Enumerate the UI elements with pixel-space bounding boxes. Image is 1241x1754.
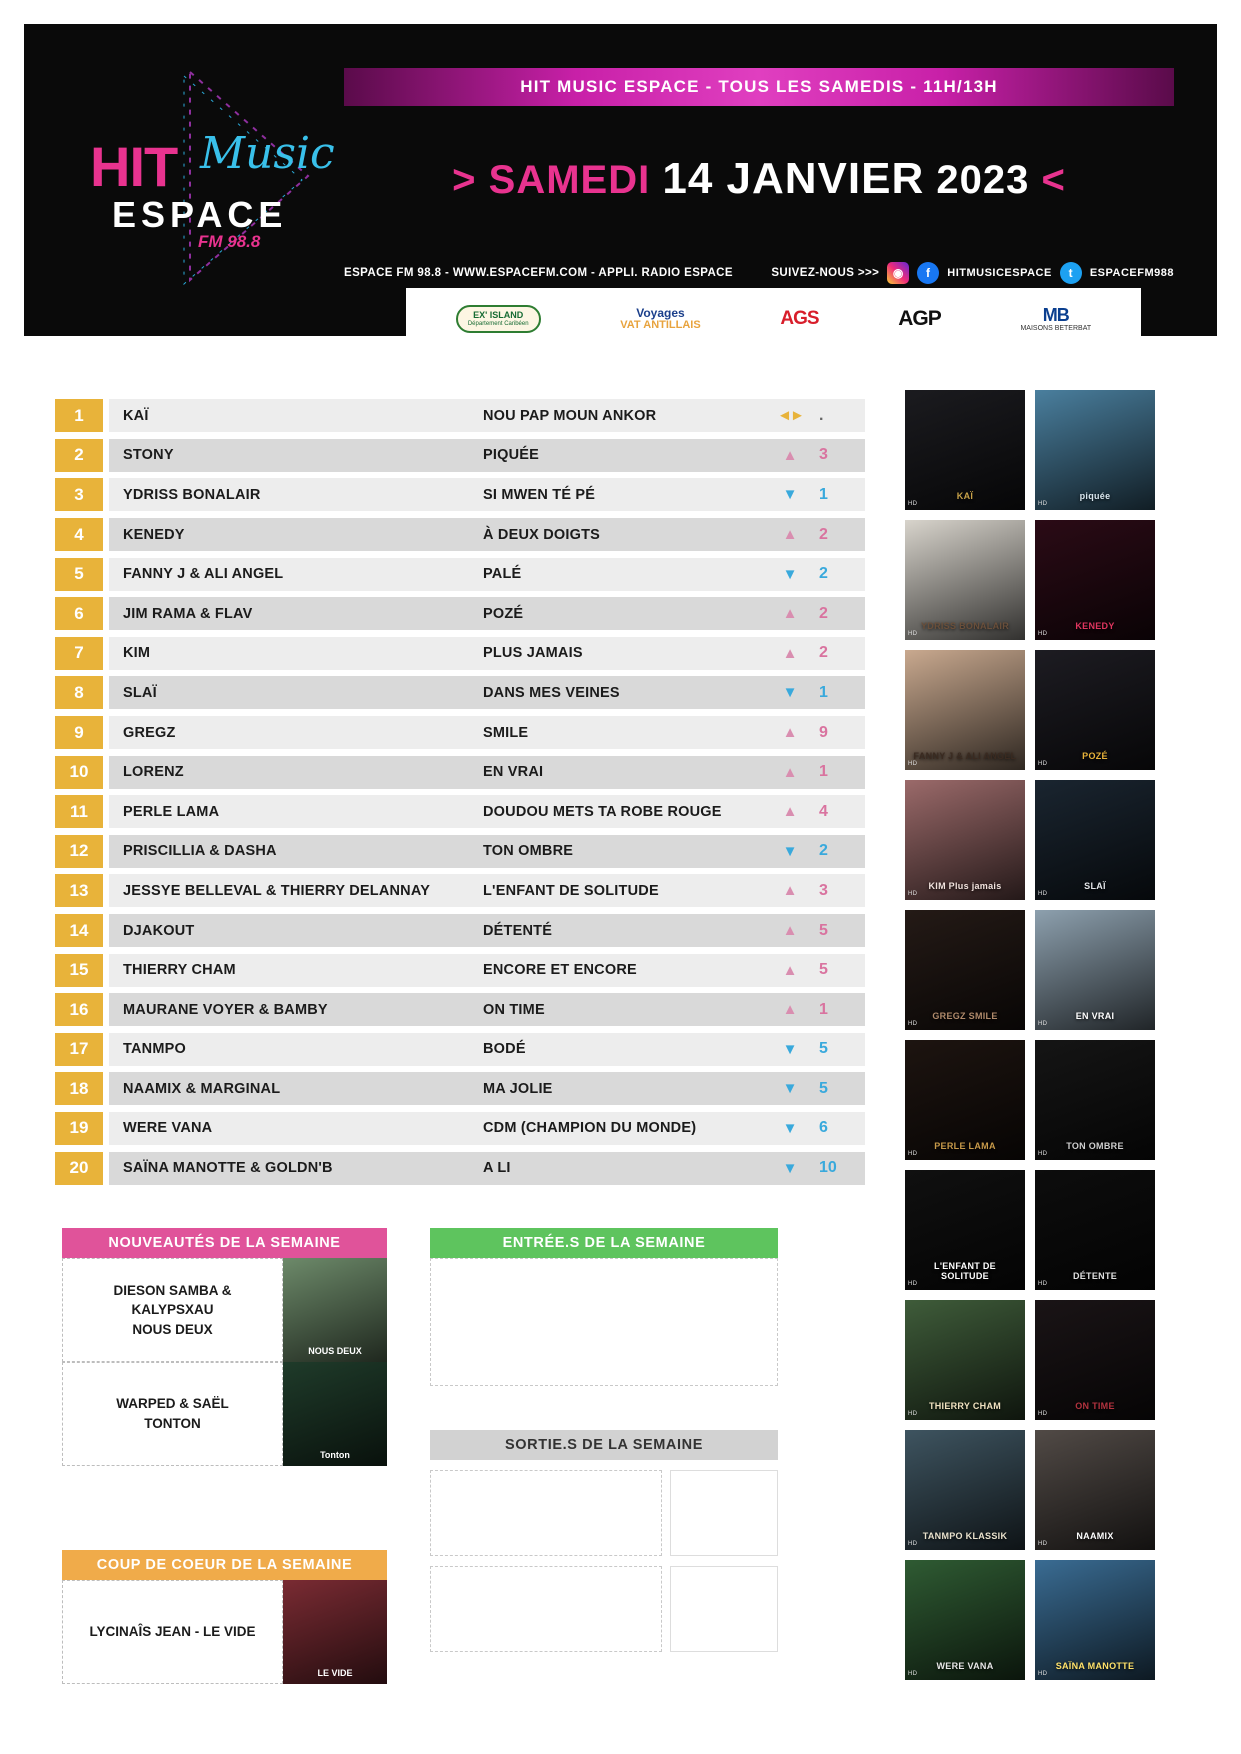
hd-badge: HD — [1038, 1021, 1048, 1028]
logo-music-text: Music — [200, 128, 335, 179]
hd-badge: HD — [908, 501, 918, 508]
album-cover — [905, 650, 1025, 770]
chart-artist: KENEDY — [123, 526, 185, 543]
album-cover-label: piquée — [1079, 491, 1111, 502]
chart-title: SI MWEN TÉ PÉ — [483, 486, 596, 503]
date-value: 14 JANVIER — [662, 154, 925, 203]
panel-item-cover — [283, 1258, 387, 1362]
chart-delta: 4 — [819, 802, 828, 820]
album-cover — [1035, 520, 1155, 640]
chart-title: DÉTENTÉ — [483, 922, 553, 939]
chart-title: A LI — [483, 1160, 511, 1177]
chart-delta: 5 — [819, 1079, 828, 1097]
chart-row — [55, 396, 865, 436]
chart-rank: 4 — [55, 518, 103, 551]
album-cover-label: DÉTENTE — [1072, 1271, 1118, 1282]
album-cover — [905, 390, 1025, 510]
chart-delta: 5 — [819, 921, 828, 939]
album-cover-label: EN VRAI — [1075, 1011, 1115, 1022]
chart-rank: 12 — [55, 835, 103, 868]
logo-hit-text: HIT — [90, 135, 178, 198]
panel-item-cover — [283, 1580, 387, 1684]
chart-row — [55, 752, 865, 792]
panel-item-cover-label: NOUS DEUX — [308, 1346, 362, 1356]
trend-same-icon: ◄► — [777, 407, 803, 425]
album-cover-label: FANNY J & ALI ANGEL — [913, 751, 1017, 762]
chart-rank: 8 — [55, 676, 103, 709]
chart-rank: 11 — [55, 795, 103, 828]
chart-rank: 9 — [55, 716, 103, 749]
chart-row — [55, 871, 865, 911]
chart-artist: THIERRY CHAM — [123, 962, 236, 979]
chart-row — [55, 1109, 865, 1149]
album-cover — [1035, 1040, 1155, 1160]
chart-rank: 6 — [55, 597, 103, 630]
album-cover-label: PERLE LAMA — [934, 1141, 996, 1152]
panel-item-artist: WARPED & SAËL — [116, 1396, 229, 1412]
chart-row — [55, 713, 865, 753]
album-cover — [1035, 780, 1155, 900]
sponsor-maisons-beterbat: MB MAISONS BETERBAT — [1020, 304, 1092, 332]
chart-delta: 2 — [819, 644, 828, 662]
sorties-row-1 — [430, 1470, 778, 1556]
chart-rank: 20 — [55, 1152, 103, 1185]
trend-up-icon: ▲ — [782, 882, 798, 900]
chart-title: À DEUX DOIGTS — [483, 526, 600, 543]
album-cover-label: SAÏNA MANOTTE — [1055, 1661, 1135, 1672]
chart-delta: . — [819, 406, 822, 424]
chart-artist: KAÏ — [123, 407, 149, 424]
chart-title: BODÉ — [483, 1041, 526, 1058]
chart-artist: PRISCILLIA & DASHA — [123, 843, 277, 860]
panel-item-title: TONTON — [144, 1416, 201, 1431]
chart-row — [55, 1148, 865, 1188]
trend-down-icon: ▼ — [782, 1080, 798, 1098]
trend-down-icon: ▼ — [782, 1040, 798, 1058]
hd-badge: HD — [1038, 501, 1048, 508]
hd-badge: HD — [1038, 1411, 1048, 1418]
chart-row — [55, 673, 865, 713]
album-cover — [905, 1430, 1025, 1550]
album-cover-label: KENEDY — [1075, 621, 1115, 632]
logo-espace-text: ESPACE — [112, 194, 288, 235]
chart-delta: 9 — [819, 723, 828, 741]
album-cover — [905, 1040, 1025, 1160]
album-cover — [1035, 1300, 1155, 1420]
sorties-empty-cell — [430, 1470, 662, 1556]
chart-title: ON TIME — [483, 1001, 545, 1018]
album-cover — [1035, 1430, 1155, 1550]
panel-entrees-title: ENTRÉE.S DE LA SEMAINE — [430, 1228, 778, 1258]
sorties-cover-placeholder — [670, 1470, 778, 1556]
chart-artist: GREGZ — [123, 724, 176, 741]
panel-sorties — [430, 1430, 778, 1652]
panel-entrees — [430, 1228, 778, 1386]
chart-artist: JIM RAMA & FLAV — [123, 605, 253, 622]
nouveautes-item-list — [62, 1258, 387, 1466]
sorties-empty-cell — [430, 1566, 662, 1652]
trend-up-icon: ▲ — [782, 961, 798, 979]
chart-delta: 2 — [819, 604, 828, 622]
album-cover-label: TANMPO KLASSIK — [922, 1531, 1008, 1542]
album-cover-label: KIM Plus jamais — [928, 881, 1002, 892]
twitter-handle[interactable]: ESPACEFM988 — [1089, 267, 1174, 279]
sponsor-agp: AGP — [898, 306, 941, 330]
album-cover — [1035, 390, 1155, 510]
chart-row — [55, 990, 865, 1030]
chart-artist: SAÏNA MANOTTE & GOLDN'B — [123, 1160, 333, 1177]
album-cover-label: GREGZ SMILE — [932, 1011, 998, 1022]
hd-badge: HD — [908, 761, 918, 768]
panel-item-cover — [283, 1362, 387, 1466]
hd-badge: HD — [908, 631, 918, 638]
album-cover-label: ON TIME — [1075, 1401, 1115, 1412]
chart-title: L'ENFANT DE SOLITUDE — [483, 882, 659, 899]
hd-badge: HD — [1038, 1541, 1048, 1548]
chart-rank: 18 — [55, 1072, 103, 1105]
sorties-row-2 — [430, 1566, 778, 1652]
album-cover — [905, 910, 1025, 1030]
chart-rank: 10 — [55, 756, 103, 789]
chart-row — [55, 554, 865, 594]
chart-delta: 10 — [819, 1159, 837, 1177]
chart-title: SMILE — [483, 724, 529, 741]
trend-down-icon: ▼ — [782, 684, 798, 702]
album-cover — [905, 520, 1025, 640]
hd-badge: HD — [1038, 761, 1048, 768]
chart-artist: JESSYE BELLEVAL & THIERRY DELANNAY — [123, 882, 431, 899]
chart-artist: TANMPO — [123, 1041, 186, 1058]
chart-title: PIQUÉE — [483, 447, 539, 464]
chart-rank: 17 — [55, 1033, 103, 1066]
chart-delta: 1 — [819, 485, 828, 503]
panel-sorties-title: SORTIE.S DE LA SEMAINE — [430, 1430, 778, 1460]
chart-row — [55, 634, 865, 674]
hd-badge: HD — [908, 1281, 918, 1288]
album-cover — [1035, 910, 1155, 1030]
album-cover-label: THIERRY CHAM — [928, 1401, 1002, 1412]
chart-delta: 1 — [819, 1000, 828, 1018]
chart-delta: 3 — [819, 446, 828, 464]
chart-delta: 1 — [819, 683, 828, 701]
trend-up-icon: ▲ — [782, 803, 798, 821]
hd-badge: HD — [908, 1671, 918, 1678]
chart-title: NOU PAP MOUN ANKOR — [483, 407, 657, 424]
broadcast-date — [344, 154, 1174, 204]
top20-chart-list — [55, 396, 865, 1188]
panel-item-artist: LYCINAÎS JEAN - LE VIDE — [89, 1624, 256, 1640]
chart-rank: 13 — [55, 874, 103, 907]
header-contact-bar — [344, 262, 1174, 284]
hd-badge: HD — [1038, 1151, 1048, 1158]
hd-badge: HD — [908, 1541, 918, 1548]
album-cover — [1035, 1170, 1155, 1290]
chart-artist: DJAKOUT — [123, 922, 195, 939]
trend-up-icon: ▲ — [782, 922, 798, 940]
entrees-empty-area — [430, 1258, 778, 1386]
chart-title: MA JOLIE — [483, 1080, 553, 1097]
chart-rank: 1 — [55, 399, 103, 432]
album-cover — [1035, 1560, 1155, 1680]
hd-badge: HD — [1038, 1671, 1048, 1678]
album-cover-label: YDRISS BONALAIR — [920, 621, 1009, 632]
header-banner: HIT MUSIC ESPACE - TOUS LES SAMEDIS - 11H/13H — [344, 68, 1174, 106]
album-cover — [1035, 650, 1155, 770]
station-info: ESPACE FM 98.8 - WWW.ESPACEFM.COM - APPLI. RADIO ESPACE — [344, 267, 733, 279]
chart-row — [55, 911, 865, 951]
hd-badge: HD — [908, 1021, 918, 1028]
hit-music-espace-logo — [72, 54, 334, 294]
chart-delta: 1 — [819, 763, 828, 781]
trend-down-icon: ▼ — [782, 842, 798, 860]
album-cover — [905, 780, 1025, 900]
hd-badge: HD — [1038, 631, 1048, 638]
chart-artist: MAURANE VOYER & BAMBY — [123, 1001, 328, 1018]
panel-item-artist: DIESON SAMBA & KALYPSXAU — [113, 1282, 232, 1318]
chart-artist: KIM — [123, 645, 151, 662]
album-cover-label: POZÉ — [1082, 751, 1108, 762]
panel-item — [62, 1258, 387, 1362]
trend-up-icon: ▲ — [782, 526, 798, 544]
trend-up-icon: ▲ — [782, 1001, 798, 1019]
chart-artist: WERE VANA — [123, 1120, 213, 1137]
chart-rank: 5 — [55, 558, 103, 591]
chart-delta: 5 — [819, 1040, 828, 1058]
chart-artist: STONY — [123, 447, 174, 464]
sponsor-ex-island: EX' ISLAND Département Caribéen — [456, 305, 541, 333]
chart-row — [55, 950, 865, 990]
instagram-handle[interactable]: HITMUSICESPACE — [947, 267, 1052, 279]
chart-delta: 3 — [819, 881, 828, 899]
panel-item-title: NOUS DEUX — [132, 1321, 213, 1337]
trend-up-icon: ▲ — [782, 644, 798, 662]
panel-coup-de-coeur-title: COUP DE COEUR DE LA SEMAINE — [62, 1550, 387, 1580]
page-header — [24, 24, 1217, 336]
chart-title: CDM (CHAMPION DU MONDE) — [483, 1120, 697, 1137]
chart-title: POZÉ — [483, 605, 524, 622]
sponsor-vat-antillais: Voyages VAT ANTILLAIS — [620, 305, 701, 331]
trend-down-icon: ▼ — [782, 1159, 798, 1177]
chart-title: PALÉ — [483, 566, 522, 583]
date-suffix: < — [1041, 158, 1066, 202]
album-cover-label: WERE VANA — [936, 1661, 994, 1672]
chart-artist: YDRISS BONALAIR — [123, 486, 261, 503]
chart-rank: 15 — [55, 954, 103, 987]
date-day: SAMEDI — [488, 158, 651, 202]
trend-up-icon: ▲ — [782, 763, 798, 781]
chart-row — [55, 792, 865, 832]
chart-title: DANS MES VEINES — [483, 684, 620, 701]
chart-artist: SLAÏ — [123, 684, 157, 701]
chart-title: EN VRAI — [483, 764, 544, 781]
album-cover — [905, 1560, 1025, 1680]
chart-row — [55, 475, 865, 515]
chart-title: DOUDOU METS TA ROBE ROUGE — [483, 803, 722, 820]
hd-badge: HD — [1038, 1281, 1048, 1288]
album-cover-label: KAÏ — [956, 491, 974, 502]
chart-artist: LORENZ — [123, 764, 184, 781]
album-cover-label: NAAMIX — [1076, 1531, 1114, 1542]
chart-title: TON OMBRE — [483, 843, 574, 860]
sponsor-ags: AGS — [780, 308, 819, 330]
trend-up-icon: ▲ — [782, 724, 798, 742]
chart-rank: 14 — [55, 914, 103, 947]
chart-artist: NAAMIX & MARGINAL — [123, 1080, 281, 1097]
trend-down-icon: ▼ — [782, 486, 798, 504]
chart-row — [55, 436, 865, 476]
panel-item-cover-label: LE VIDE — [317, 1668, 353, 1678]
panel-coup-de-coeur — [62, 1550, 387, 1684]
sorties-cover-placeholder — [670, 1566, 778, 1652]
panel-nouveautes — [62, 1228, 387, 1466]
panel-item-text — [62, 1258, 283, 1362]
chart-rank: 2 — [55, 439, 103, 472]
panel-item-text — [62, 1580, 283, 1684]
chart-row — [55, 832, 865, 872]
twitter-icon[interactable]: t — [1060, 262, 1082, 284]
chart-delta: 6 — [819, 1119, 828, 1137]
chart-rank: 16 — [55, 993, 103, 1026]
date-year: 2023 — [936, 158, 1030, 202]
album-cover-grid — [905, 390, 1155, 1680]
panel-item — [62, 1580, 387, 1684]
trend-up-icon: ▲ — [782, 446, 798, 464]
chart-rank: 7 — [55, 637, 103, 670]
album-cover — [905, 1300, 1025, 1420]
hd-badge: HD — [1038, 891, 1048, 898]
trend-down-icon: ▼ — [782, 1119, 798, 1137]
panel-item — [62, 1362, 387, 1466]
chart-rank: 19 — [55, 1112, 103, 1145]
trend-up-icon: ▲ — [782, 605, 798, 623]
date-prefix: > — [452, 158, 477, 202]
chart-rank: 3 — [55, 478, 103, 511]
panel-nouveautes-title: NOUVEAUTÉS DE LA SEMAINE — [62, 1228, 387, 1258]
chart-artist: FANNY J & ALI ANGEL — [123, 566, 284, 583]
follow-label: SUIVEZ-NOUS >>> — [771, 267, 880, 279]
instagram-icon[interactable]: ◉ — [887, 262, 909, 284]
hd-badge: HD — [908, 1411, 918, 1418]
sponsor-bar — [406, 288, 1141, 336]
logo-fm-text: FM 98.8 — [198, 232, 261, 251]
chart-title: ENCORE ET ENCORE — [483, 962, 637, 979]
chart-delta: 5 — [819, 961, 828, 979]
chart-row — [55, 594, 865, 634]
album-cover-label: SLAÏ — [1084, 881, 1106, 892]
chart-delta: 2 — [819, 842, 828, 860]
panel-item-text — [62, 1362, 283, 1466]
chart-row — [55, 1069, 865, 1109]
trend-down-icon: ▼ — [782, 565, 798, 583]
coup-de-coeur-item-list — [62, 1580, 387, 1684]
album-cover-label: TON OMBRE — [1066, 1141, 1124, 1152]
chart-row — [55, 515, 865, 555]
hd-badge: HD — [908, 891, 918, 898]
chart-row — [55, 1030, 865, 1070]
facebook-icon[interactable]: f — [917, 262, 939, 284]
chart-delta: 2 — [819, 565, 828, 583]
hd-badge: HD — [908, 1151, 918, 1158]
chart-title: PLUS JAMAIS — [483, 645, 583, 662]
chart-delta: 2 — [819, 525, 828, 543]
album-cover-label: L'ENFANT DE SOLITUDE — [934, 1261, 996, 1282]
panel-item-cover-label: Tonton — [320, 1450, 350, 1460]
album-cover — [905, 1170, 1025, 1290]
chart-artist: PERLE LAMA — [123, 803, 220, 820]
